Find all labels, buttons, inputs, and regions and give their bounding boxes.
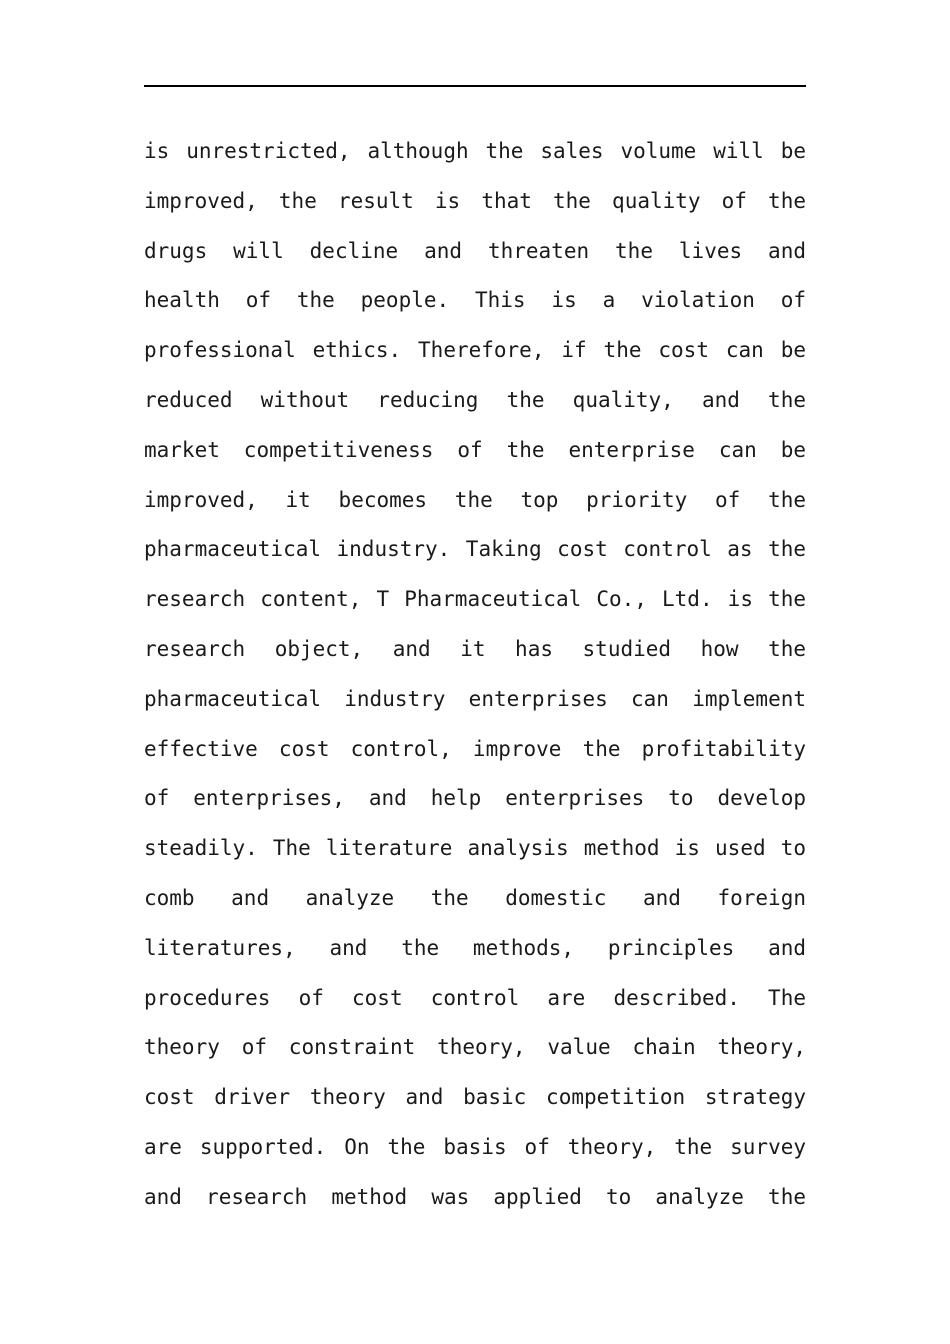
text-line: improved, it becomes the top priority of the: [144, 487, 806, 512]
header-rule: [144, 85, 806, 87]
text-line: drugs will decline and threaten the lives and: [144, 238, 806, 263]
text-line: pharmaceutical industry enterprises can implement: [144, 686, 806, 711]
text-line: and research method was applied to analyze the: [144, 1184, 806, 1209]
text-line: research object, and it has studied how the: [144, 636, 806, 661]
text-line: is unrestricted, although the sales volume will be: [144, 139, 806, 163]
text-line: improved, the result is that the quality of the: [144, 188, 806, 213]
text-line: research content, T Pharmaceutical Co., Ltd. is the: [144, 587, 806, 612]
text-line: reduced without reducing the quality, and the: [144, 387, 806, 412]
text-line: comb and analyze the domestic and foreign: [144, 885, 806, 910]
text-line: effective cost control, improve the profitability: [144, 736, 806, 761]
body-text: [144, 127, 806, 1223]
text-line: professional ethics. Therefore, if the cost can be: [144, 338, 806, 363]
text-line: are supported. On the basis of theory, the survey: [144, 1134, 806, 1159]
text-line: market competitiveness of the enterprise can be: [144, 437, 806, 462]
text-line: procedures of cost control are described. The: [144, 985, 806, 1010]
text-line: steadily. The literature analysis method is used to: [144, 836, 806, 861]
text-line: theory of constraint theory, value chain theory,: [144, 1035, 806, 1060]
text-line: of enterprises, and help enterprises to develop: [144, 786, 806, 811]
text-line: cost driver theory and basic competition strategy: [144, 1085, 806, 1110]
text-line: health of the people. This is a violation of: [144, 288, 806, 313]
text-line: literatures, and the methods, principles and: [144, 935, 806, 960]
text-line: pharmaceutical industry. Taking cost control as the: [144, 537, 806, 562]
